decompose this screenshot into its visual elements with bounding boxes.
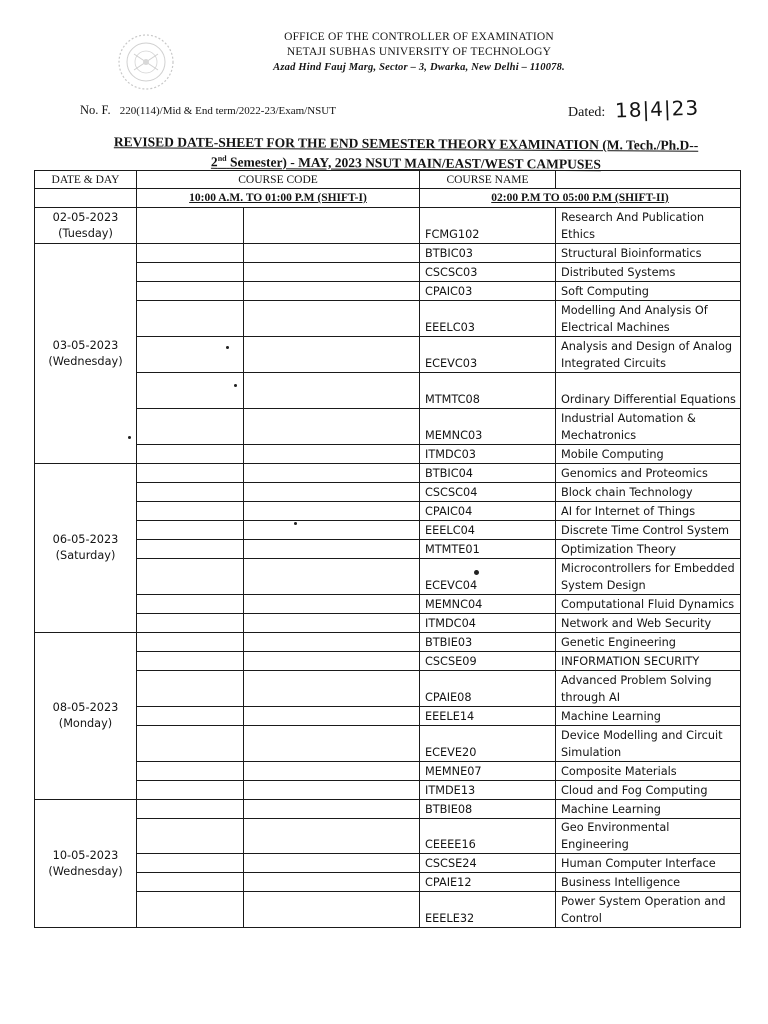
course-code: CSCSE09 [420, 652, 556, 671]
exam-date: 10-05-2023 [52, 848, 119, 862]
shift-1-name-cell [244, 614, 420, 633]
table-row [35, 614, 741, 633]
course-name: Modelling And Analysis Of Electrical Machines [556, 301, 741, 337]
course-code: ITMDC04 [420, 614, 556, 633]
exam-date: 02-05-2023 [52, 210, 119, 224]
exam-date: 03-05-2023 [52, 338, 119, 352]
course-code: ITMDE13 [420, 781, 556, 800]
shift-1-name-cell [244, 483, 420, 502]
shift-1-name-cell [244, 726, 420, 762]
course-name: Advanced Problem Solving through AI [556, 671, 741, 707]
course-code: EEELE32 [420, 892, 556, 928]
course-code: FCMG102 [420, 208, 556, 244]
title-semester-suffix: nd [217, 153, 227, 163]
shift-1-code-cell [137, 892, 244, 928]
course-name: Power System Operation and Control [556, 892, 741, 928]
shift-1-code-cell [137, 781, 244, 800]
date-cell [35, 464, 137, 633]
course-name: Industrial Automation & Mechatronics [556, 409, 741, 445]
table-row [35, 483, 741, 502]
course-code: CPAIC04 [420, 502, 556, 521]
table-row [35, 873, 741, 892]
shift-1-code-cell [137, 671, 244, 707]
table-row [35, 409, 741, 445]
table-row [35, 263, 741, 282]
course-name: Research And Publication Ethics [556, 208, 741, 244]
shift-1-name-cell [244, 595, 420, 614]
shift-1-code-cell [137, 595, 244, 614]
exam-day: (Saturday) [55, 549, 116, 562]
course-code: ECEVC04 [420, 559, 556, 595]
shift-1-name-cell [244, 409, 420, 445]
table-row [35, 464, 741, 483]
shift-1-code-cell [137, 726, 244, 762]
table-row [35, 282, 741, 301]
scan-speck [128, 436, 131, 439]
course-code: MEMNC03 [420, 409, 556, 445]
table-row [35, 208, 741, 244]
course-name: Human Computer Interface [556, 854, 741, 873]
reference-value: 220(114)/Mid & End term/2022-23/Exam/NSUT [119, 105, 336, 117]
shift-1-name-cell [244, 540, 420, 559]
table-row [35, 540, 741, 559]
course-name: Network and Web Security [556, 614, 741, 633]
course-code: ECEVE20 [420, 726, 556, 762]
course-code: CSCSE24 [420, 854, 556, 873]
table-row [35, 726, 741, 762]
reference-number [80, 103, 336, 118]
exam-date: 06-05-2023 [52, 533, 119, 546]
course-code: MEMNC04 [420, 595, 556, 614]
course-code: MEMNE07 [420, 762, 556, 781]
course-code: CEEEE16 [420, 819, 556, 854]
course-name: Analysis and Design of Analog Integrated Circuits [556, 337, 741, 373]
course-code: CPAIE08 [420, 671, 556, 707]
shift-1-name-cell [244, 502, 420, 521]
table-row [35, 671, 741, 707]
shift-1-name-cell [244, 445, 420, 464]
course-code: BTBIC03 [420, 244, 556, 263]
course-name: Geo Environmental Engineering [556, 819, 741, 854]
course-code: BTBIC04 [420, 464, 556, 483]
shift-2-header: 02:00 P.M TO 05:00 P.M (SHIFT-II) [420, 189, 741, 208]
course-code: EEELC03 [420, 301, 556, 337]
shift-1-name-cell [244, 208, 420, 244]
scan-speck [226, 346, 229, 349]
table-row [35, 502, 741, 521]
date-cell [35, 244, 137, 464]
course-name: Discrete Time Control System [556, 521, 741, 540]
shift-1-code-cell [137, 652, 244, 671]
table-row [35, 652, 741, 671]
table-row [35, 707, 741, 726]
date-cell [35, 633, 137, 800]
shift-1-name-cell [244, 521, 420, 540]
table-row [35, 595, 741, 614]
table-row [35, 819, 741, 854]
course-name: Ordinary Differential Equations [556, 373, 741, 409]
shift-1-name-cell [244, 781, 420, 800]
shift-1-code-cell [137, 301, 244, 337]
course-code: EEELE14 [420, 707, 556, 726]
exam-day: (Wednesday) [48, 354, 123, 368]
university-line: NETAJI SUBHAS UNIVERSITY OF TECHNOLOGY [286, 46, 552, 58]
title-line-2-rest: Semester) - MAY, 2023 NSUT MAIN/EAST/WEST CAMPUSES [229, 154, 601, 172]
course-code: EEELC04 [420, 521, 556, 540]
course-code: MTMTC08 [420, 373, 556, 409]
shift-1-name-cell [244, 464, 420, 483]
table-row [35, 781, 741, 800]
shift-1-name-cell [244, 707, 420, 726]
course-code: ECEVC03 [420, 337, 556, 373]
shift-1-code-cell [137, 521, 244, 540]
table-row [35, 854, 741, 873]
shift-1-code-cell [137, 819, 244, 854]
table-header-row [35, 171, 741, 189]
course-code: CSCSC04 [420, 483, 556, 502]
shift-1-name-cell [244, 337, 420, 373]
shift-1-name-cell [244, 559, 420, 595]
col-empty-header [556, 171, 741, 189]
course-name: AI for Internet of Things [556, 502, 741, 521]
shift-1-name-cell [244, 854, 420, 873]
shift-1-name-cell [244, 892, 420, 928]
scan-speck [474, 570, 479, 575]
table-row [35, 301, 741, 337]
course-name: Computational Fluid Dynamics [556, 595, 741, 614]
course-name: Composite Materials [556, 762, 741, 781]
shift-1-code-cell [137, 854, 244, 873]
shift-1-code-cell [137, 244, 244, 263]
shift-1-code-cell [137, 502, 244, 521]
office-line: OFFICE OF THE CONTROLLER OF EXAMINATION [284, 31, 554, 43]
course-name: INFORMATION SECURITY [556, 652, 741, 671]
course-code: CPAIC03 [420, 282, 556, 301]
shift-1-code-cell [137, 614, 244, 633]
col-code-header: COURSE CODE [137, 171, 420, 189]
shift-1-name-cell [244, 263, 420, 282]
office-header [0, 30, 768, 75]
course-name: Microcontrollers for Embedded System Design [556, 559, 741, 595]
table-row [35, 892, 741, 928]
table-row [35, 800, 741, 819]
shift-1-code-cell [137, 337, 244, 373]
course-code: MTMTE01 [420, 540, 556, 559]
shift-1-name-cell [244, 873, 420, 892]
title-line-1: REVISED DATE-SHEET FOR THE END SEMESTER THEORY EXAMINATION (M. Tech./Ph.D-- [113, 134, 699, 153]
table-row [35, 337, 741, 373]
table-row [35, 521, 741, 540]
exam-day: (Monday) [58, 717, 113, 730]
dated-field [568, 97, 699, 121]
page-title [66, 134, 746, 174]
table-row [35, 559, 741, 595]
shift-1-name-cell [244, 671, 420, 707]
shift-1-code-cell [137, 263, 244, 282]
shift-1-code-cell [137, 762, 244, 781]
course-code: CPAIE12 [420, 873, 556, 892]
scan-speck [294, 522, 297, 525]
shift-1-code-cell [137, 445, 244, 464]
shift-1-code-cell [137, 873, 244, 892]
table-row [35, 244, 741, 263]
course-name: Genomics and Proteomics [556, 464, 741, 483]
course-name: Machine Learning [556, 800, 741, 819]
course-code: CSCSC03 [420, 263, 556, 282]
shift-1-code-cell [137, 559, 244, 595]
shift-1-code-cell [137, 483, 244, 502]
exam-day: (Wednesday) [48, 864, 123, 878]
course-name: Structural Bioinformatics [556, 244, 741, 263]
reference-prefix: No. F. [80, 103, 111, 117]
shift-1-code-cell [137, 409, 244, 445]
course-name: Mobile Computing [556, 445, 741, 464]
course-name: Soft Computing [556, 282, 741, 301]
shift-1-name-cell [244, 762, 420, 781]
shift-1-code-cell [137, 373, 244, 409]
shift-1-name-cell [244, 301, 420, 337]
address-line: Azad Hind Fauj Marg, Sector – 3, Dwarka, New Delhi – 110078. [273, 62, 565, 73]
course-name: Optimization Theory [556, 540, 741, 559]
table-row [35, 373, 741, 409]
course-name: Block chain Technology [556, 483, 741, 502]
shift-1-name-cell [244, 373, 420, 409]
col-name-header: COURSE NAME [420, 171, 556, 189]
course-code: BTBIE08 [420, 800, 556, 819]
course-name: Business Intelligence [556, 873, 741, 892]
handwritten-date: 18|4|23 [614, 95, 700, 123]
shift-1-name-cell [244, 244, 420, 263]
course-name: Cloud and Fog Computing [556, 781, 741, 800]
date-sheet-table [34, 170, 741, 928]
dated-label: Dated: [568, 105, 606, 120]
shift-1-code-cell [137, 464, 244, 483]
shift-1-code-cell [137, 800, 244, 819]
shift-blank-cell [35, 189, 137, 208]
exam-day: (Tuesday) [58, 226, 113, 240]
shift-1-code-cell [137, 707, 244, 726]
course-name: Distributed Systems [556, 263, 741, 282]
shift-1-name-cell [244, 819, 420, 854]
shift-1-code-cell [137, 282, 244, 301]
course-name: Machine Learning [556, 707, 741, 726]
shift-1-code-cell [137, 208, 244, 244]
title-semester-number: 2 [210, 154, 218, 170]
col-date-header: DATE & DAY [35, 171, 137, 189]
shift-1-header: 10:00 A.M. TO 01:00 P.M (SHIFT-I) [137, 189, 420, 208]
course-name: Device Modelling and Circuit Simulation [556, 726, 741, 762]
course-name: Genetic Engineering [556, 633, 741, 652]
table-row [35, 445, 741, 464]
date-cell [35, 800, 137, 928]
course-code: BTBIE03 [420, 633, 556, 652]
shift-1-name-cell [244, 282, 420, 301]
shift-header-row [35, 189, 741, 208]
shift-1-name-cell [244, 800, 420, 819]
shift-1-code-cell [137, 633, 244, 652]
shift-1-code-cell [137, 540, 244, 559]
table-body [35, 208, 741, 928]
course-code: ITMDC03 [420, 445, 556, 464]
shift-1-name-cell [244, 633, 420, 652]
scan-speck [234, 384, 237, 387]
exam-date: 08-05-2023 [52, 701, 119, 714]
date-cell [35, 208, 137, 244]
table-row [35, 633, 741, 652]
table-row [35, 762, 741, 781]
shift-1-name-cell [244, 652, 420, 671]
